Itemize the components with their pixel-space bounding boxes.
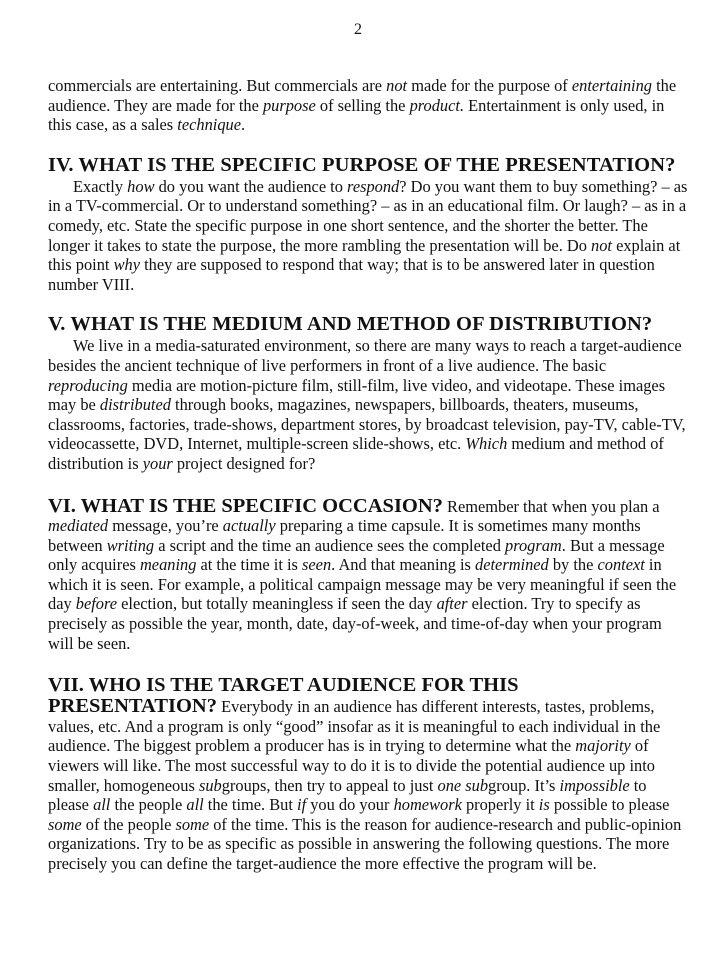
section-vi-heading: VI. WHAT IS THE SPECIFIC OCCASION? — [48, 494, 443, 517]
document-body — [48, 76, 690, 874]
section-vii-heading: VII. WHO IS THE TARGET AUDIENCE FOR THIS — [48, 674, 519, 697]
page-number: 2 — [354, 21, 362, 38]
section-vi-paragraph: VI. WHAT IS THE SPECIFIC OCCASION? Remember that when you plan a mediated message, you’re actually preparing a time capsule. It is sometimes many months between writing a script and the time an audience sees the completed program. But a message only acquires meaning at the time it is seen. And that meaning is determined by the context in which it is seen. For example, a political campaign message may be very meaningful if seen the day before election, but totally meaningless if seen the day after election. Try to specify as precisely as possible the year, month, date, day-of-week, and time-of-day when your program will be seen. — [48, 494, 677, 653]
section-vii-heading-continued: PRESENTATION? — [48, 695, 217, 718]
section-iv-paragraph: Exactly how do you want the audience to respond? Do you want them to buy something? – as in a TV-commercial. Or to understand something? – as in an educational film. Or laugh? – as in a comedy, etc. State the specific purpose in one short sentence, and the shorter the better. The longer it takes to state the purpose, the more rambling the presentation will be. Do not explain at this point why they are supposed to respond that way; that is to be answered later in question number VIII. — [48, 176, 688, 294]
intro-paragraph: commercials are entertaining. But commercials are not made for the purpose of entertaining the audience. They are made for the purpose of selling the product. Entertainment is only used, in this case, as a sales technique. — [48, 76, 677, 135]
section-v-heading: V. WHAT IS THE MEDIUM AND METHOD OF DISTRIBUTION? — [48, 313, 653, 336]
section-iv-heading: IV. WHAT IS THE SPECIFIC PURPOSE OF THE PRESENTATION? — [48, 153, 676, 176]
section-v-paragraph: We live in a media-saturated environment, so there are many ways to reach a target-audience besides the ancient technique of live performers in front of a live audience. The basic reproducing media are motion-picture film, still-film, live video, and videotape. These images may be distributed through books, magazines, newspapers, billboards, theaters, museums, classrooms, factories, trade-shows, department stores, by broadcast television, pay-TV, cable-TV, videocassette, DVD, Internet, multiple-screen slide-shows, etc. Which medium and method of distribution is your project designed for? — [48, 336, 686, 473]
section-vii-paragraph: VII. WHO IS THE TARGET AUDIENCE FOR THIS PRESENTATION? Everybody in an audience has different interests, tastes, problems, values, etc. And a program is only “good” insofar as it is meaningful to each individual in the audience. The biggest problem a producer has is in trying to determine what the majority of viewers will like. The most successful way to do it is to divide the potential audience up into smaller, homogeneous subgroups, then try to appeal to just one subgroup. It’s impossible to please all the people all the time. But if you do your homework properly it is possible to please some of the people some of the time. This is the reason for audience-research and public-opinion organizations. Try to be as specific as possible in answering the following questions. The more precisely you can define the target-audience the more effective the program will be. — [48, 673, 690, 873]
